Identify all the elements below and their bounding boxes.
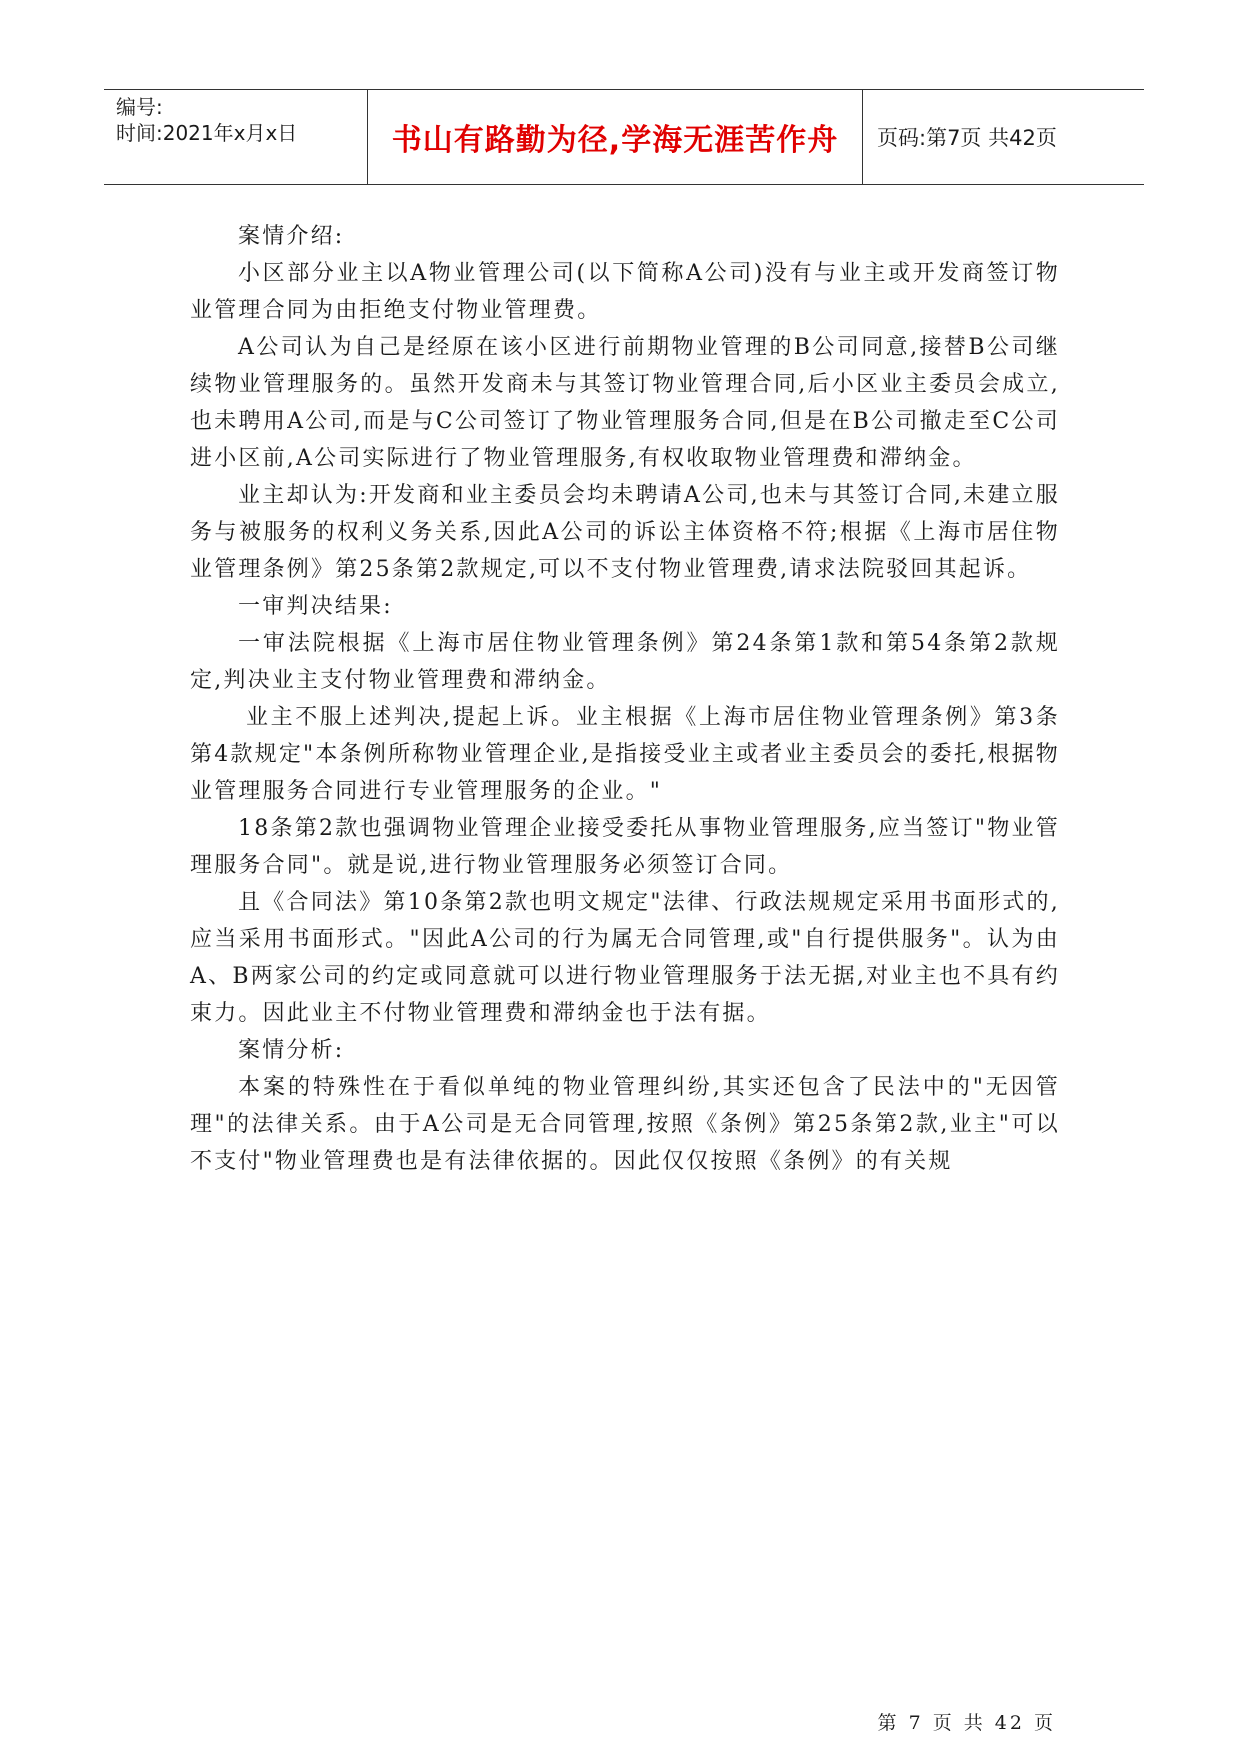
- section-heading-case-analysis: 案情分析:: [238, 1038, 345, 1063]
- paragraph: A公司认为自己是经原在该小区进行前期物业管理的B公司同意,接替B公司继续物业管理服务的。虽然开发商未与其签订物业管理合同,后小区业主委员会成立,也未聘用A公司,而是与C公司签订了物业管理服务合同,但是在B公司撤走至C公司进小区前,A公司实际进行了物业管理服务,有权收取物业管理费和滞纳金。: [190, 335, 1060, 471]
- paragraph: 本案的特殊性在于看似单纯的物业管理纠纷,其实还包含了民法中的"无因管理"的法律关系。由于A公司是无合同管理,按照《条例》第25条第2款,业主"可以不支付"物业管理费也是有法律依据的。因此仅仅按照《条例》的有关规: [190, 1075, 1060, 1174]
- document-body: [190, 218, 1060, 1180]
- header-page-code: 页码:第7页 共42页: [877, 126, 1057, 150]
- header-motto: 书山有路勤为径,学海无涯苦作舟: [391, 123, 839, 158]
- paragraph: 业主不服上述判决,提起上诉。业主根据《上海市居住物业管理条例》第3条第4款规定"本条例所称物业管理企业,是指接受业主或者业主委员会的委托,根据物业管理服务合同进行专业管理服务的企业。": [190, 705, 1060, 804]
- document-header: [104, 89, 1144, 185]
- paragraph: 18条第2款也强调物业管理企业接受委托从事物业管理服务,应当签订"物业管理服务合同"。就是说,进行物业管理服务必须签订合同。: [190, 816, 1060, 878]
- page-footer: 第 7 页 共 42 页: [877, 1712, 1056, 1734]
- header-motto-cell: [368, 90, 863, 184]
- section-heading-first-trial: 一审判决结果:: [238, 594, 393, 619]
- paragraph: 且《合同法》第10条第2款也明文规定"法律、行政法规规定采用书面形式的,应当采用书面形式。"因此A公司的行为属无合同管理,或"自行提供服务"。认为由A、B两家公司的约定或同意就可以进行物业管理服务于法无据,对业主也不具有约束力。因此业主不付物业管理费和滞纳金也于法有据。: [190, 890, 1060, 1026]
- header-meta-cell: [104, 90, 368, 184]
- section-heading-case-intro: 案情介绍:: [238, 224, 345, 249]
- paragraph: 一审法院根据《上海市居住物业管理条例》第24条第1款和第54条第2款规定,判决业主支付物业管理费和滞纳金。: [190, 631, 1060, 693]
- paragraph: 业主却认为:开发商和业主委员会均未聘请A公司,也未与其签订合同,未建立服务与被服务的权利义务关系,因此A公司的诉讼主体资格不符;根据《上海市居住物业管理条例》第25条第2款规定,可以不支付物业管理费,请求法院驳回其起诉。: [190, 483, 1060, 582]
- document-time-label: 时间:2021年x月x日: [116, 121, 298, 145]
- paragraph: 小区部分业主以A物业管理公司(以下简称A公司)没有与业主或开发商签订物业管理合同为由拒绝支付物业管理费。: [190, 261, 1060, 323]
- document-number-label: 编号:: [116, 95, 163, 119]
- header-page-cell: [863, 90, 1144, 184]
